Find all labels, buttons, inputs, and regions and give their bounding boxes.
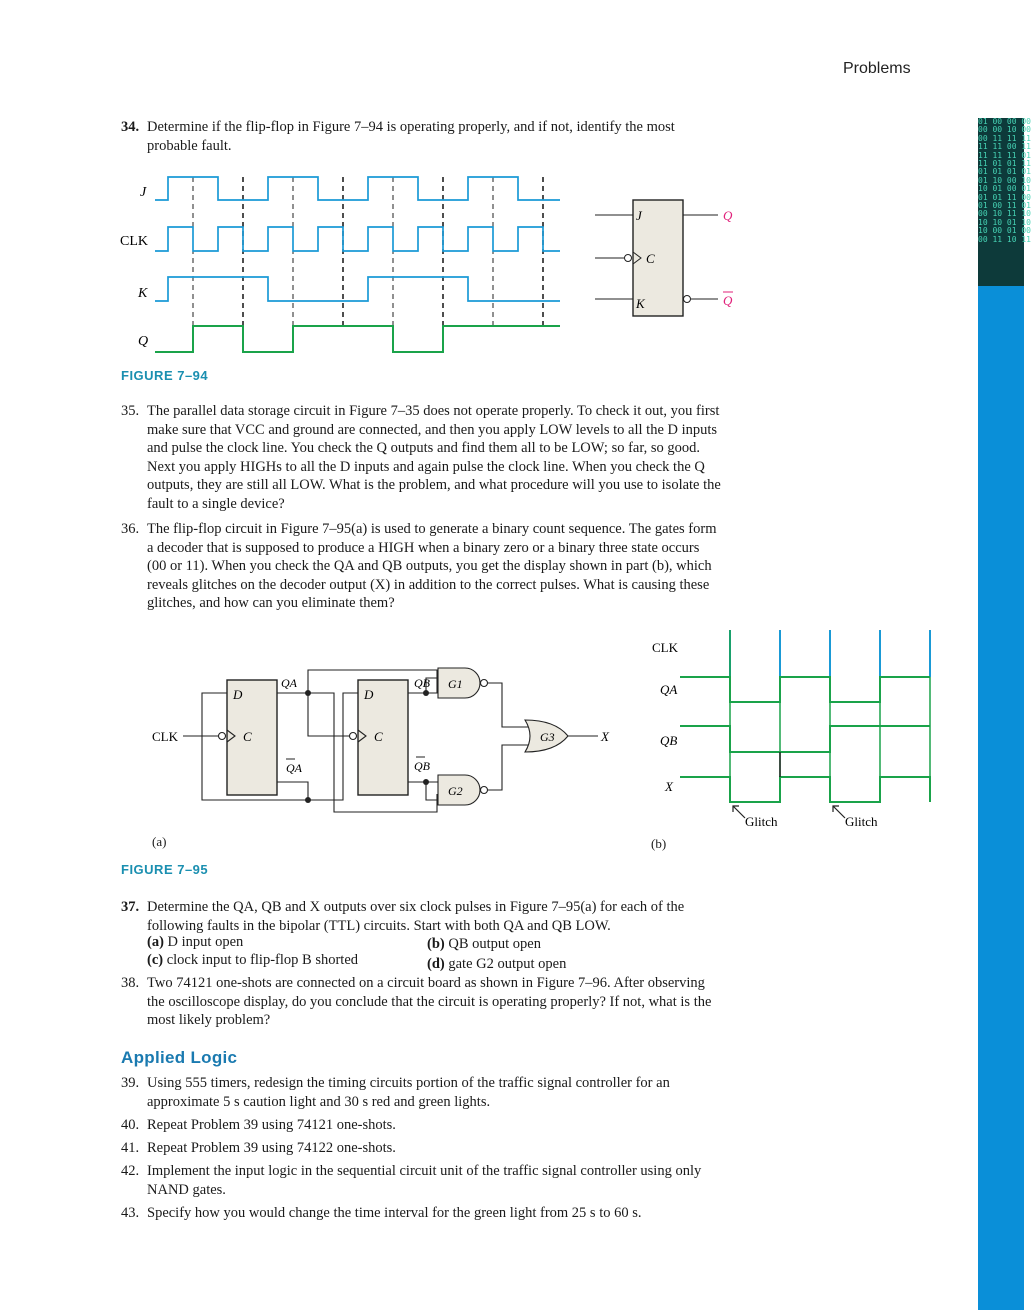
ffb-c-pin: C (374, 729, 383, 744)
problem-35 (121, 402, 721, 513)
timing-x-label: X (665, 779, 673, 794)
binary-row: 10 00 01 00 (978, 226, 1031, 236)
problem-number: 36. (121, 521, 140, 537)
binary-row: 01 01 11 00 (978, 192, 1031, 202)
figure-7-94-caption: FIGURE 7–94 (121, 368, 209, 383)
clk-pulses (730, 630, 930, 677)
ffb-d-pin: D (364, 687, 374, 702)
applied-logic-heading: Applied Logic (121, 1048, 238, 1067)
gate-g2-label: G2 (448, 784, 463, 798)
binary-row: 00 00 10 00 (978, 125, 1031, 135)
q-waveform (155, 326, 560, 352)
problem-number: 38. (121, 975, 140, 991)
item-label: (a) (147, 934, 164, 950)
binary-row: 10 01 00 01 (978, 184, 1031, 194)
k-waveform (155, 277, 560, 301)
ff-q-output: Q (723, 208, 733, 223)
binary-row: 11 01 01 11 (978, 159, 1031, 169)
label-q: Q (138, 334, 149, 349)
problem-number: 43. (121, 1205, 140, 1221)
binary-row: 01 00 11 01 (978, 201, 1031, 211)
problem-42 (121, 1162, 721, 1199)
j-waveform (155, 177, 560, 200)
ffa-d-pin: D (233, 687, 243, 702)
circuit-clk-label: CLK (152, 729, 178, 744)
jk-flip-flop (595, 200, 733, 316)
binary-row: 00 10 11 10 (978, 209, 1031, 219)
problem-37 (121, 898, 721, 935)
binary-row: 00 11 11 11 (978, 133, 1031, 143)
circuit-x-label: X (601, 729, 609, 744)
binary-row: 11 11 11 01 (978, 150, 1031, 160)
binary-row: 01 01 01 01 (978, 167, 1031, 177)
ff-c-pin: C (646, 251, 655, 266)
fig95-part-b: (b) (651, 836, 667, 851)
figure-7-95b-timing (640, 625, 945, 840)
glitch-label-2: Glitch (845, 814, 878, 829)
qa-label: QA (281, 676, 297, 690)
binary-pattern (978, 117, 1031, 286)
problem-number: 41. (121, 1140, 140, 1156)
label-j: J (140, 185, 147, 200)
binary-row: 01 10 00 10 (978, 175, 1031, 185)
gate-g3-label: G3 (540, 730, 555, 744)
problem-number: 40. (121, 1117, 140, 1133)
item-label: (b) (427, 936, 445, 952)
item-text: QB output open (448, 936, 541, 952)
p37-item-a (147, 933, 243, 951)
label-clk: CLK (120, 234, 148, 249)
ff-j-pin: J (636, 208, 642, 223)
p37-item-d (427, 955, 566, 973)
problem-text: Determine if the flip-flop in Figure 7–94 is operating properly, and if not, identify the most probable fault. (147, 119, 675, 154)
timing-clk-label: CLK (652, 640, 678, 655)
x-trace (680, 777, 930, 802)
problem-39 (121, 1074, 721, 1111)
problem-text: Specify how you would change the time interval for the green light from 25 s to 60 s. (147, 1205, 642, 1221)
problem-38 (121, 974, 721, 1030)
p37-item-c (147, 951, 358, 969)
problem-34 (121, 118, 721, 155)
ffa-c-pin: C (243, 729, 252, 744)
binary-row: 10 10 01 10 (978, 217, 1031, 227)
problem-number: 42. (121, 1163, 140, 1179)
qb-label: QB (414, 676, 430, 690)
qa-bar-label: QA (286, 761, 302, 775)
p37-item-b (427, 935, 541, 953)
problem-number: 37. (121, 899, 140, 915)
clk-waveform (155, 227, 560, 251)
sidebar-bar (978, 117, 1031, 1310)
item-label: (c) (147, 952, 164, 968)
binary-row: 11 11 00 11 (978, 142, 1031, 152)
problem-text: Two 74121 one-shots are connected on a circuit board as shown in Figure 7–96. After observing the oscilloscope display, do you conclude that the circuit is operating properly? If not, what is the most likely problem? (147, 975, 712, 1028)
problem-number: 34. (121, 119, 140, 135)
figure-7-95-caption: FIGURE 7–95 (121, 862, 209, 877)
problem-text: Repeat Problem 39 using 74122 one-shots. (147, 1140, 396, 1156)
qa-trace (680, 677, 930, 702)
problem-36 (121, 520, 721, 613)
item-text: gate G2 output open (448, 956, 567, 972)
qb-bar-label: QB (414, 759, 430, 773)
timing-qb-label: QB (660, 733, 678, 748)
ff-k-pin: K (636, 296, 645, 311)
gate-g1-label: G1 (448, 677, 463, 691)
problem-text: Using 555 timers, redesign the timing circuits portion of the traffic signal controller for an approximate 5 s caution light and 30 s red and green lights. (147, 1075, 670, 1110)
ff-qbar-output: Q (723, 293, 733, 308)
problem-40 (121, 1116, 721, 1135)
fig95-part-a: (a) (152, 834, 167, 849)
problem-43 (121, 1204, 721, 1223)
problem-text: The flip-flop circuit in Figure 7–95(a) is used to generate a binary count sequence. The gates form a decoder that is supposed to produce a HIGH when a binary zero or a binary three state occurs (00 or 11). When you check the QA and QB outputs, you get the display shown in part (b), which reveals glitches on the decoder output (X) in addition to the correct pulses. What is causing these glitches, and how can you eliminate them? (147, 521, 717, 611)
binary-row: 01 00 00 00 (978, 117, 1031, 126)
problem-text: Repeat Problem 39 using 74121 one-shots. (147, 1117, 396, 1133)
problem-41 (121, 1139, 721, 1158)
timing-qa-label: QA (660, 682, 678, 697)
item-text: clock input to flip-flop B shorted (166, 952, 359, 968)
waveform-labels (120, 185, 148, 349)
glitch-label-1: Glitch (745, 814, 778, 829)
item-text: D input open (167, 934, 244, 950)
problem-text: Determine the QA, QB and X outputs over six clock pulses in Figure 7–95(a) for each of the following faults in the bipolar (TTL) circuits. Start with both QA and QB LOW. (147, 899, 685, 934)
section-header: Problems (843, 60, 911, 77)
qb-trace (680, 726, 930, 752)
item-label: (d) (427, 956, 445, 972)
problem-number: 39. (121, 1075, 140, 1091)
figure-7-95a-circuit (140, 660, 620, 820)
label-k: K (138, 286, 148, 301)
problem-text: The parallel data storage circuit in Figure 7–35 does not operate properly. To check it out, you first make sure that VCC and ground are connected, and then you apply LOW levels to all the D inputs and pulse the clock line. You check the Q outputs and find them all to be LOW; so far, so good. Next you apply HIGHs to all the D inputs and again pulse the clock line. When you check the Q outputs, they are still all LOW. What is the problem, and what procedure will you use to isolate the fault to a single device? (147, 403, 721, 512)
figure-7-94 (110, 165, 750, 365)
problem-number: 35. (121, 403, 140, 419)
binary-row: 00 11 10 11 (978, 234, 1031, 244)
problem-text: Implement the input logic in the sequential circuit unit of the traffic signal controller using only NAND gates. (147, 1163, 702, 1198)
